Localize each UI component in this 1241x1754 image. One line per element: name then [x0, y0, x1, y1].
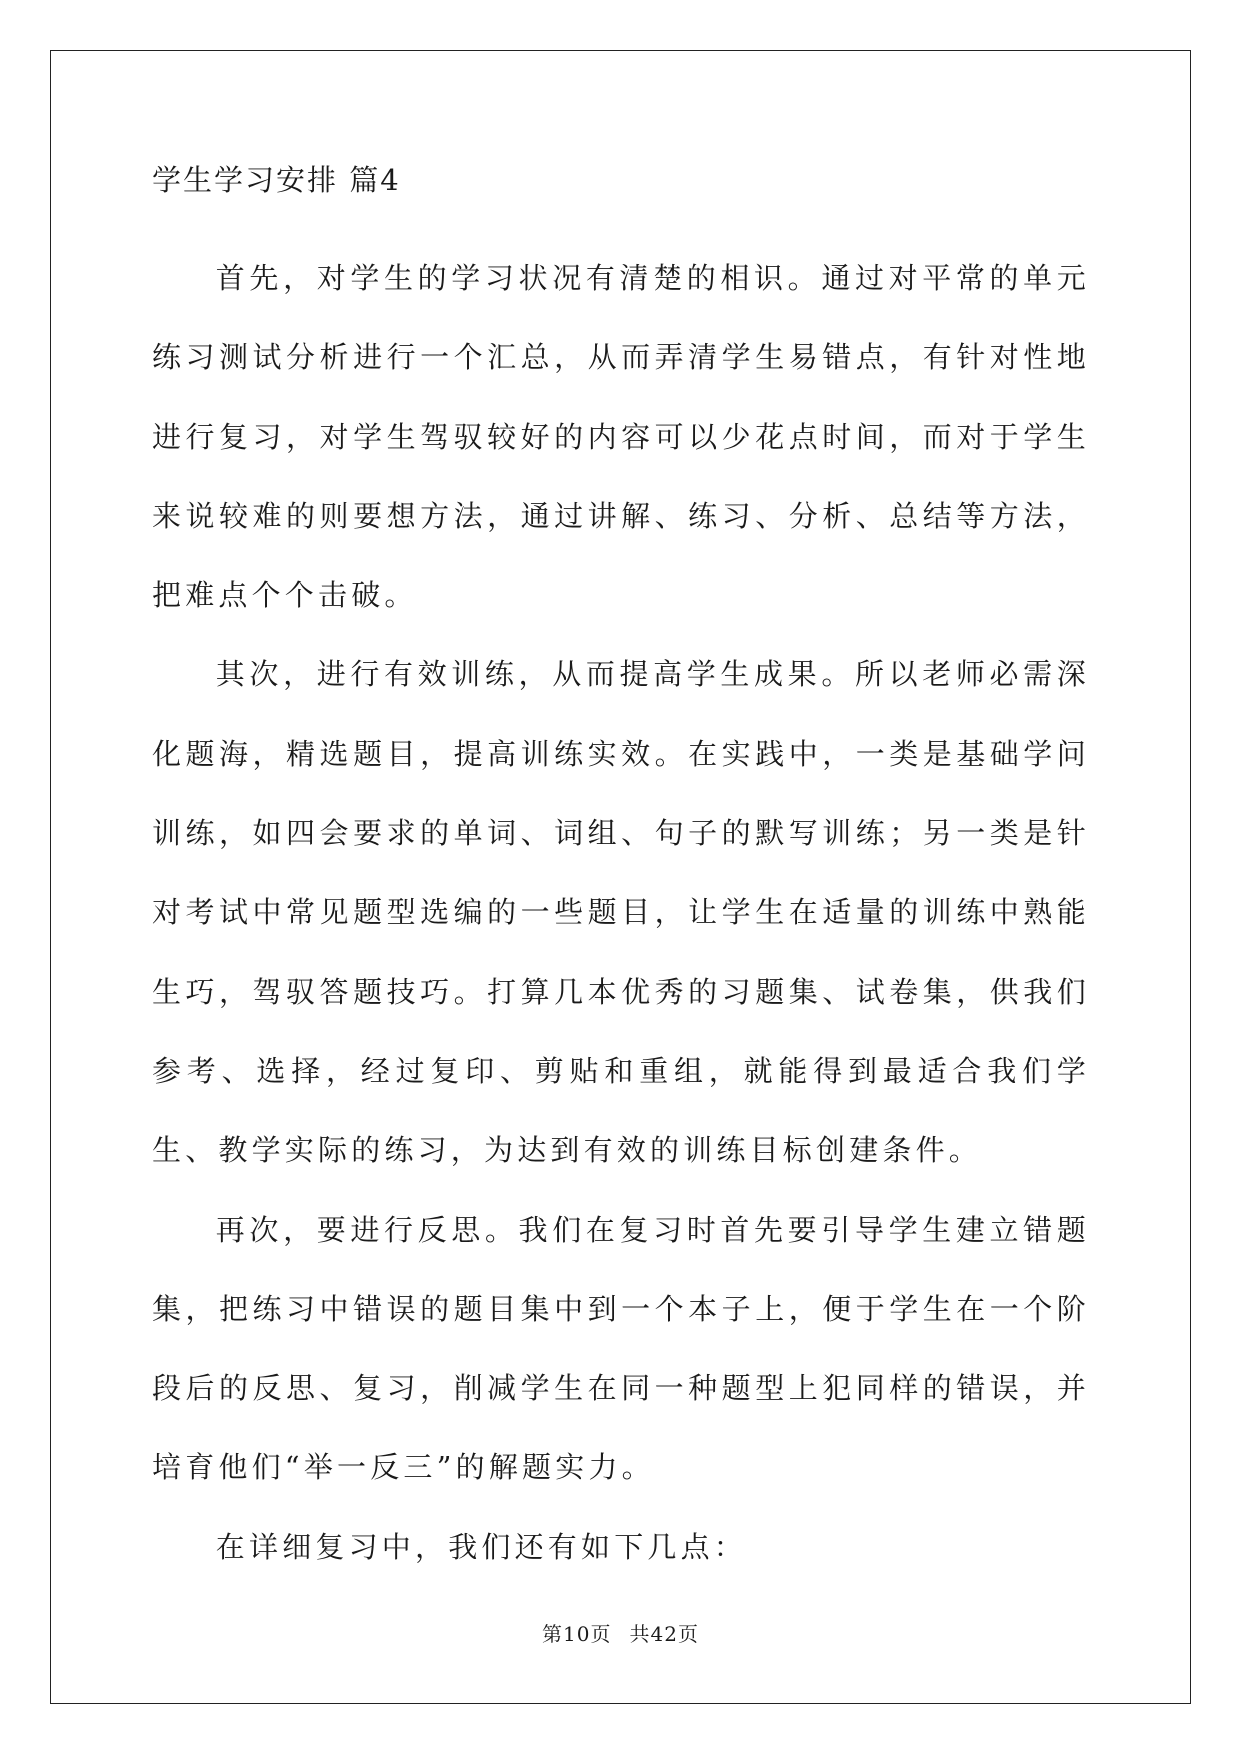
page-footer — [0, 1620, 1241, 1648]
paragraph-4: 在详细复习中，我们还有如下几点： — [215, 1529, 747, 1564]
paragraph-1: 首先，对学生的学习状况有清楚的相识。通过对平常的单元练习测试分析进行一个汇总，从而弄清学生易错点，有针对性地进行复习，对学生驾驭较好的内容可以少花点时间，而对于学生来说较难的则要想方法，通过讲解、练习、分析、总结等方法，把难点个个击破。 — [152, 261, 1090, 613]
page-total: 共42页 — [629, 1622, 699, 1646]
document-body — [152, 160, 1090, 1587]
page-number: 第10页 — [542, 1622, 612, 1646]
section-heading: 学生学习安排 篇4 — [152, 163, 401, 197]
paragraph-3: 再次，要进行反思。我们在复习时首先要引导学生建立错题集，把练习中错误的题目集中到一个本子上，便于学生在一个阶段后的反思、复习，削减学生在同一种题型上犯同样的错误，并培育他们“举一反三”的解题实力。 — [152, 1212, 1090, 1485]
paragraph-2: 其次，进行有效训练，从而提高学生成果。所以老师必需深化题海，精选题目，提高训练实效。在实践中，一类是基础学问训练，如四会要求的单词、词组、句子的默写训练；另一类是针对考试中常见题型选编的一些题目，让学生在适量的训练中熟能生巧，驾驭答题技巧。打算几本优秀的习题集、试卷集，供我们参考、选择，经过复印、剪贴和重组，就能得到最适合我们学生、教学实际的练习，为达到有效的训练目标创建条件。 — [152, 657, 1090, 1168]
